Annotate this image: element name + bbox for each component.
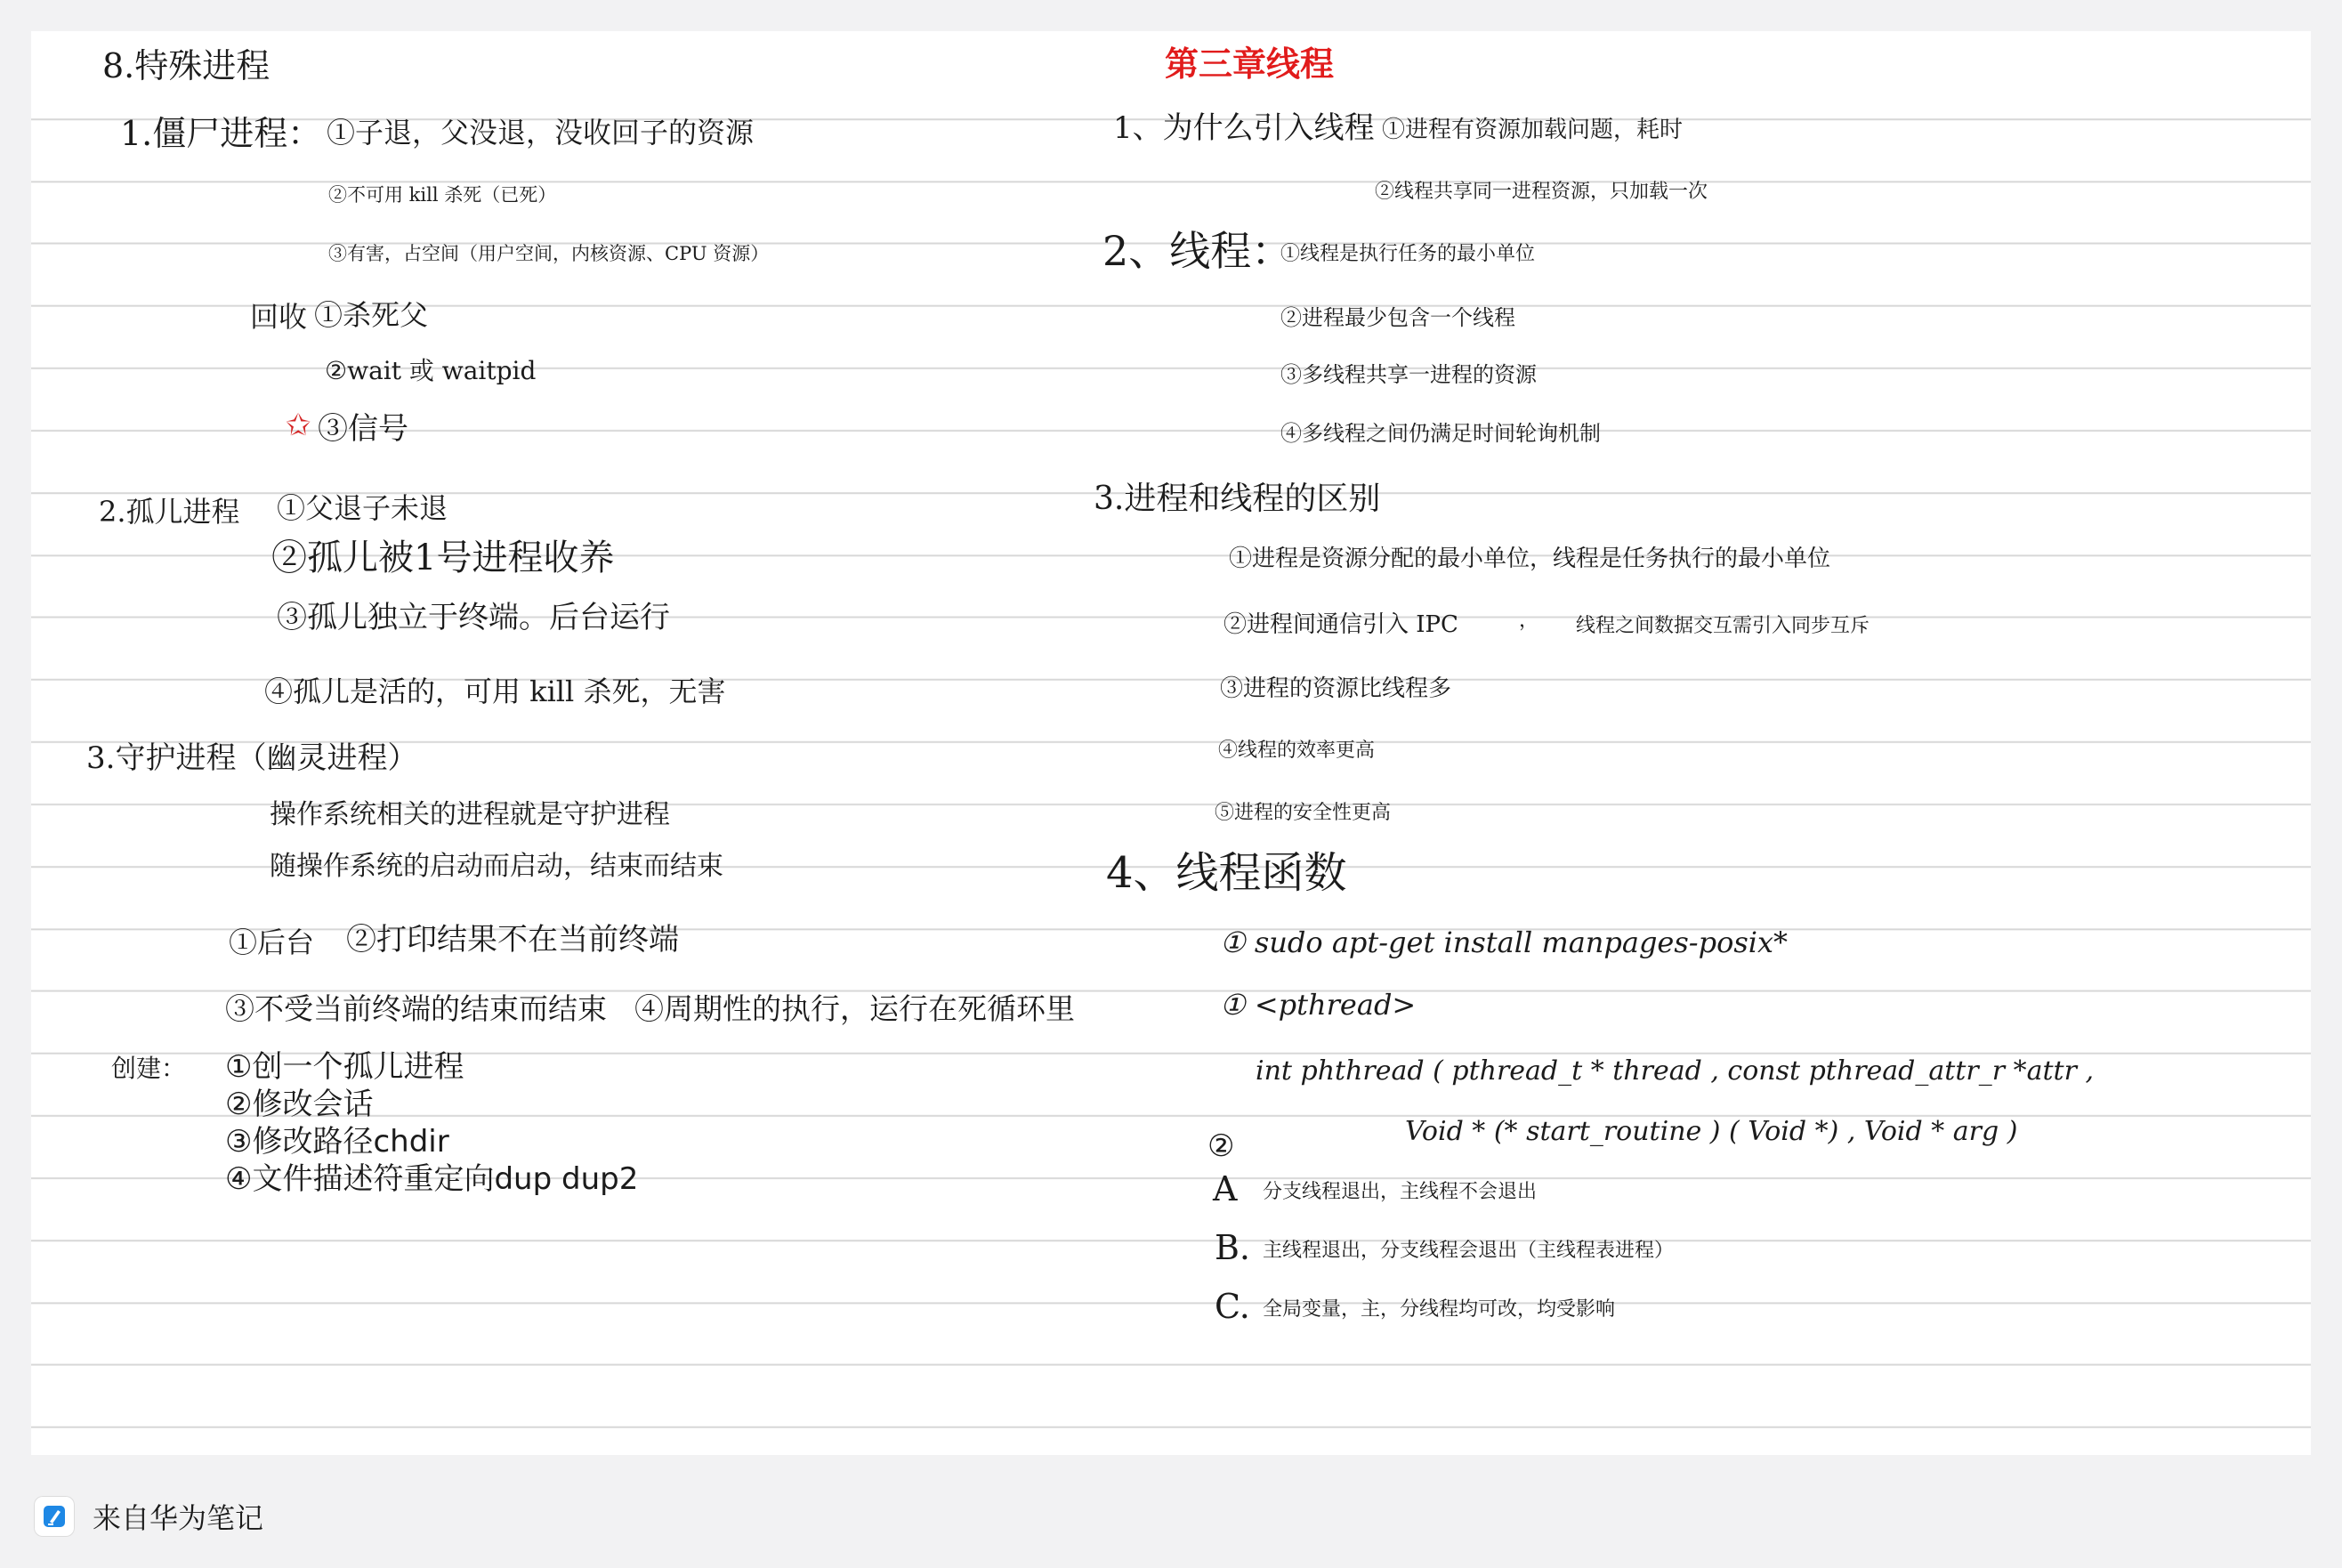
daemon-feature-3: ③不受当前终端的结束而结束 xyxy=(225,991,607,1026)
daemon-feature-2: ②打印结果不在当前终端 xyxy=(346,922,679,958)
func-heading: 4、线程函数 xyxy=(1106,848,1347,898)
why-point-1: ：①进程有资源加载问题，耗时 xyxy=(1359,117,1684,143)
orphan-point-2: ②孤儿被1号进程收养 xyxy=(271,537,615,578)
thread-point-1: ①线程是执行任务的最小单位 xyxy=(1280,243,1536,265)
note-page xyxy=(31,31,2311,1455)
why-heading: 1、为什么引入线程 xyxy=(1113,110,1375,146)
zombie-point-1: ①子退，父没退，没收回子的资源 xyxy=(327,116,755,150)
create-step-1: ①创一个孤儿进程 xyxy=(225,1049,464,1085)
func-a-label: A xyxy=(1213,1169,1238,1208)
create-label: 创建： xyxy=(111,1054,187,1083)
orphan-point-4: ④孤儿是活的，可用 kill 杀死，无害 xyxy=(264,675,726,708)
create-step-4: ④文件描述符重定向dup dup2 xyxy=(225,1161,639,1197)
daemon-feature-1: ①后台 xyxy=(229,925,315,959)
diff-point-2a: ②进程间通信引入 IPC xyxy=(1223,611,1458,638)
page-title: 第三章线程 xyxy=(1165,44,1335,84)
thread-point-2: ②进程最少包含一个线程 xyxy=(1280,305,1515,330)
why-point-2: ②线程共享同一进程资源，只加载一次 xyxy=(1375,181,1708,203)
diff-point-3: ③进程的资源比线程多 xyxy=(1220,675,1452,702)
footer xyxy=(34,1491,263,1541)
section-heading: 8.特殊进程 xyxy=(102,46,271,85)
func-c-text: 全局变量，主，分线程均可改，均受影响 xyxy=(1263,1298,1616,1321)
diff-point-5: ⑤进程的安全性更高 xyxy=(1215,802,1392,824)
orphan-point-1: ①父退子未退 xyxy=(277,491,448,525)
func-item-1: ① sudo apt-get install manpages-posix* xyxy=(1220,925,1789,959)
orphan-heading: 2.孤儿进程 xyxy=(99,495,240,529)
diff-point-2-separator: ， xyxy=(1519,610,1539,632)
zombie-point-2: ②不可用 kill 杀死（已死） xyxy=(328,184,557,206)
func-code-line-1: int phthread ( pthread_t * thread , const pthread_attr_r *attr , xyxy=(1256,1055,2094,1087)
daemon-heading: 3.守护进程（幽灵进程） xyxy=(86,740,418,776)
func-code-line-2: Void * (* start_routine ) ( Void *) , Void * arg ) xyxy=(1405,1116,2018,1147)
func-b-label: B. xyxy=(1215,1228,1251,1267)
create-step-3: ③修改路径chdir xyxy=(225,1124,449,1160)
diff-point-2b: 线程之间数据交互需引入同步互斥 xyxy=(1576,615,1870,637)
daemon-desc-2: 随操作系统的启动而启动，结束而结束 xyxy=(270,851,723,882)
huawei-notes-icon xyxy=(34,1496,75,1537)
daemon-feature-4: ④周期性的执行，运行在死循环里 xyxy=(634,991,1075,1026)
orphan-point-3: ③孤儿独立于终端。后台运行 xyxy=(277,600,670,635)
func-b-text: 主线程退出，分支线程会退出（主线程表进程） xyxy=(1263,1240,1675,1262)
diff-heading: 3.进程和线程的区别 xyxy=(1094,481,1381,517)
func-item-2: ① <pthread> xyxy=(1220,988,1417,1022)
recycle-label: 回收 xyxy=(250,300,308,334)
recycle-item-1: ①杀死父 xyxy=(314,298,429,332)
zombie-heading: 1.僵尸进程： xyxy=(120,114,322,153)
create-step-2: ②修改会话 xyxy=(225,1087,374,1122)
func-c-label: C. xyxy=(1215,1287,1250,1326)
thread-point-4: ④多线程之间仍满足时间轮询机制 xyxy=(1280,421,1601,446)
star-mark-icon: ✩ xyxy=(286,408,311,443)
func-circle-2: ② xyxy=(1207,1128,1235,1164)
zombie-point-3: ③有害，占空间（用户空间，内核资源、CPU 资源） xyxy=(328,243,770,264)
diff-point-4: ④线程的效率更高 xyxy=(1218,740,1376,762)
thread-heading: 2、线程： xyxy=(1102,227,1293,275)
diff-point-1: ①进程是资源分配的最小单位，线程是任务执行的最小单位 xyxy=(1229,546,1831,572)
func-a-text: 分支线程退出，主线程不会退出 xyxy=(1263,1181,1538,1203)
thread-point-3: ③多线程共享一进程的资源 xyxy=(1280,362,1537,387)
footer-label: 来自华为笔记 xyxy=(93,1501,264,1535)
recycle-item-3: ③信号 xyxy=(318,411,408,447)
recycle-item-2: ②wait 或 waitpid xyxy=(325,356,537,385)
daemon-desc-1: 操作系统相关的进程就是守护进程 xyxy=(270,799,670,830)
